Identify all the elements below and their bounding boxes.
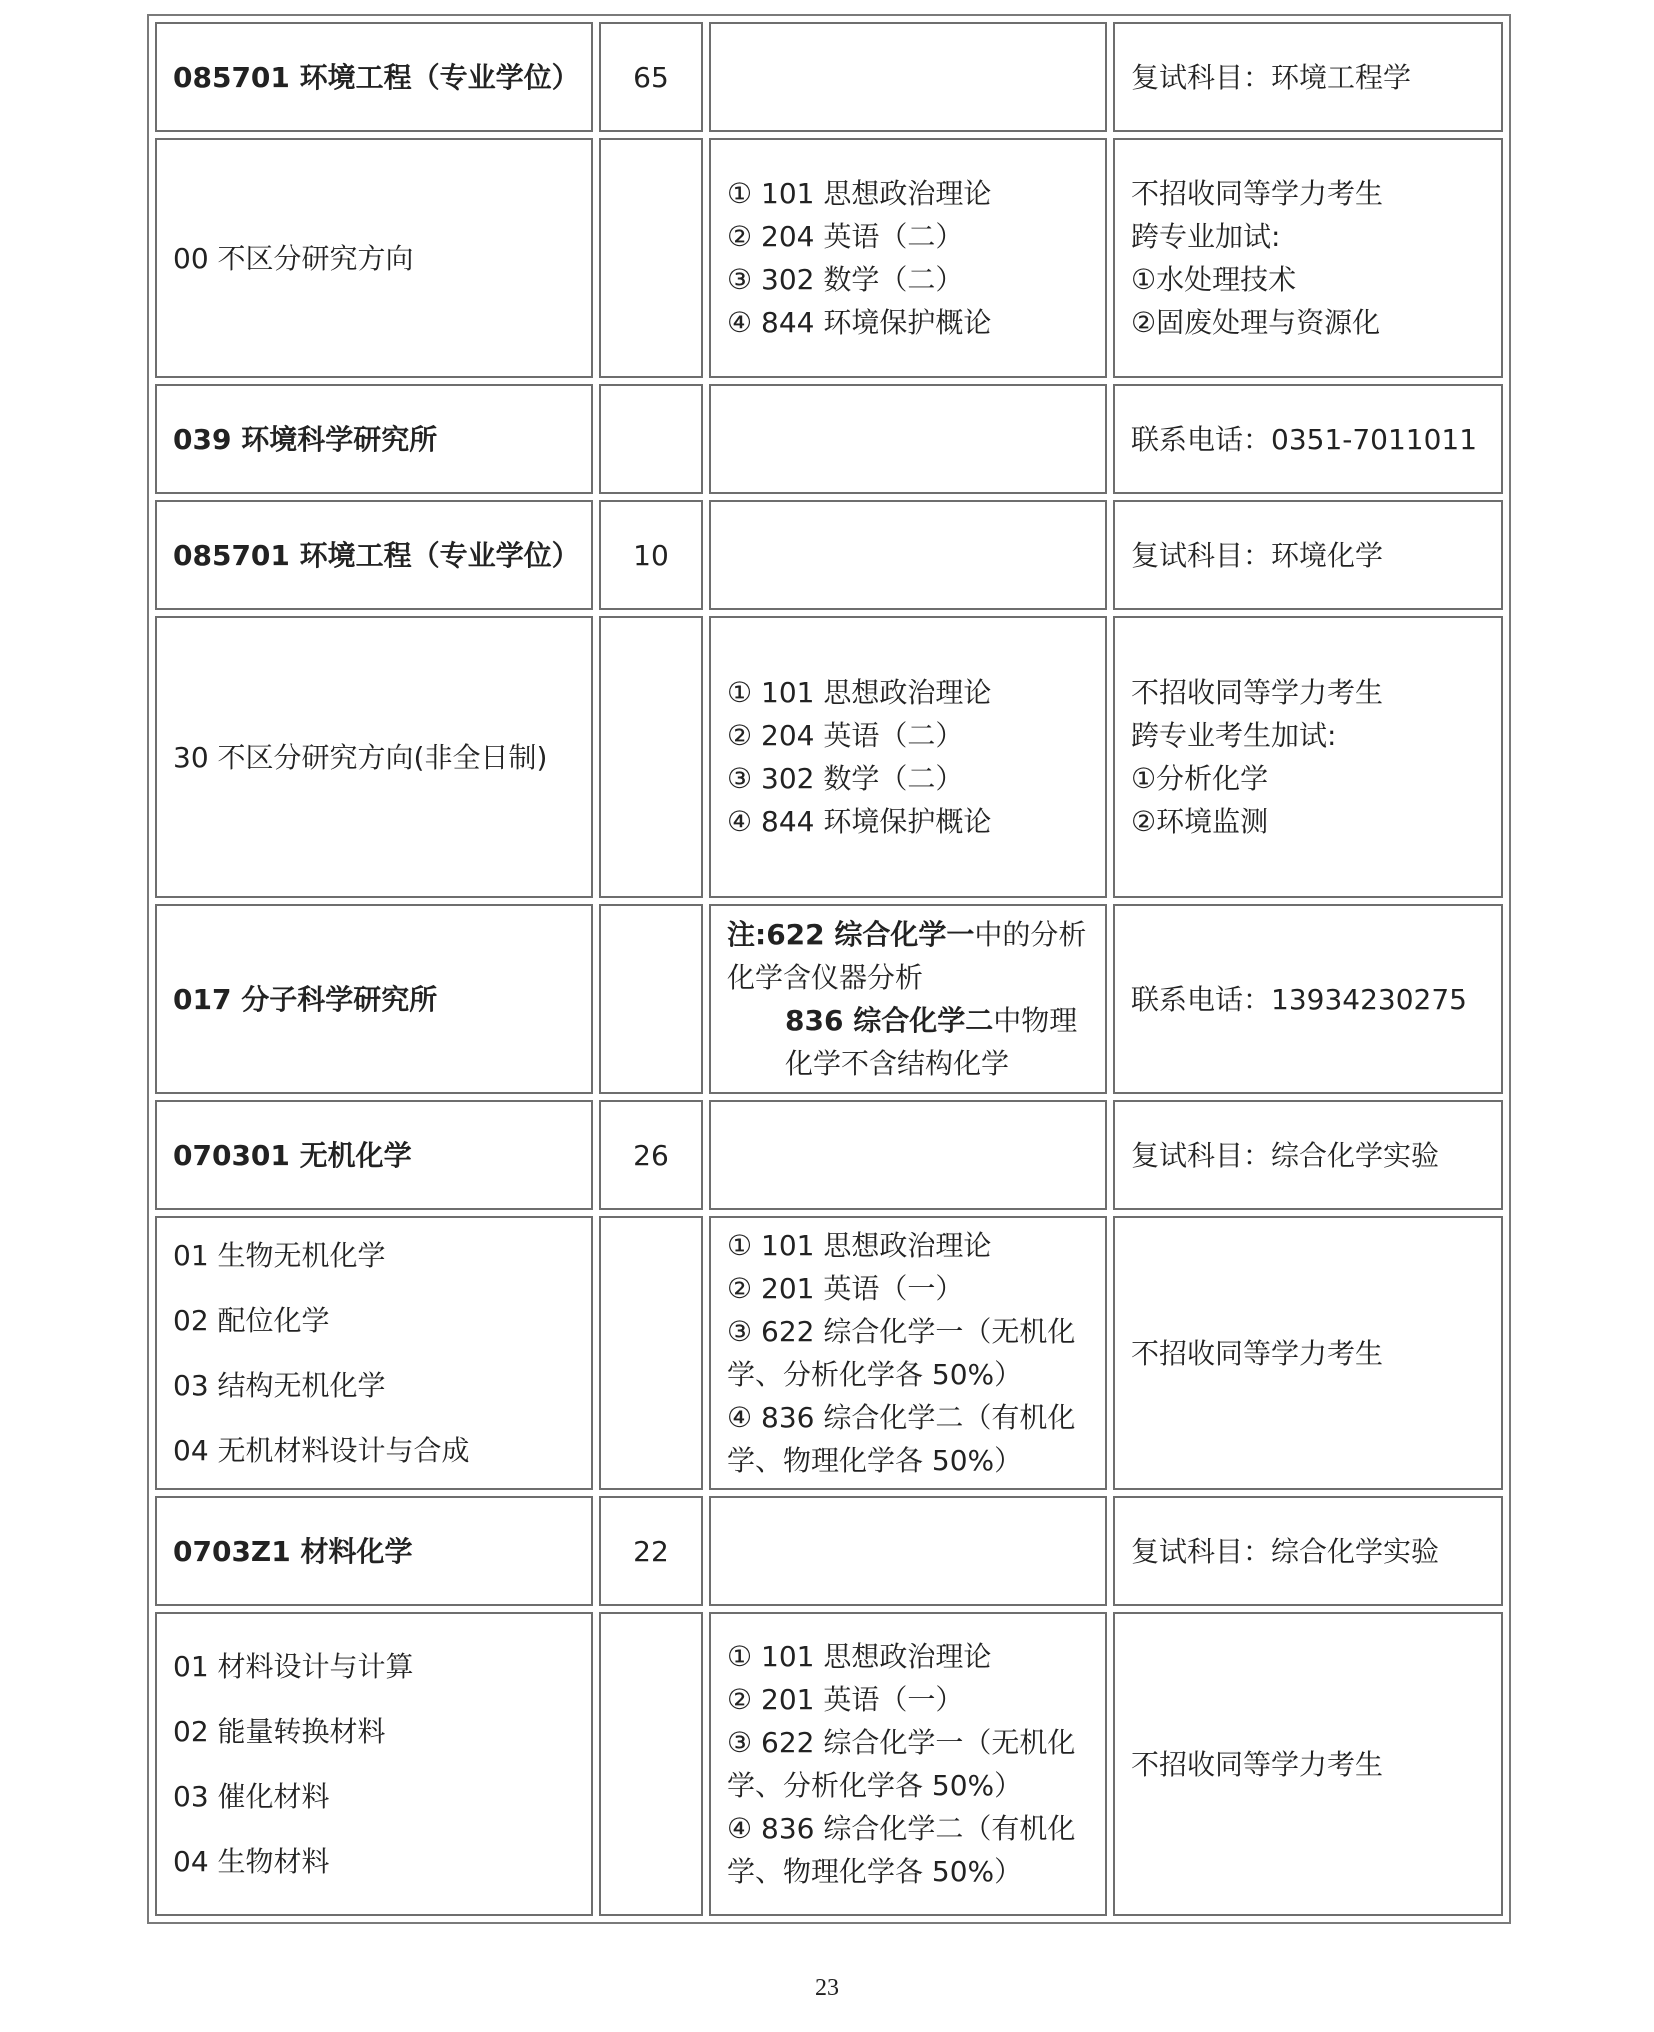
exam-subjects-cell (709, 616, 1107, 898)
exam-subjects-cell (709, 1100, 1107, 1210)
table-row (155, 1612, 1503, 1916)
direction-cell (155, 1612, 593, 1916)
exam-subject: ④ 844 环境保护概论 (727, 805, 992, 838)
exam-subject: ② 204 英语（二） (727, 719, 964, 752)
exam-subjects-cell (709, 1216, 1107, 1490)
major-name: 070301 无机化学 (173, 1138, 412, 1172)
major-name: 0703Z1 材料化学 (173, 1534, 413, 1568)
note-course-code: 622 综合化学一 (766, 918, 975, 951)
direction-cell (155, 138, 593, 378)
contact-phone: 联系电话：0351-7011011 (1131, 422, 1478, 456)
exam-note (727, 999, 1089, 1085)
direction-cell (155, 1216, 593, 1490)
direction-item: 02 配位化学 (173, 1304, 330, 1337)
major-name-cell (155, 1496, 593, 1606)
admission-table (147, 14, 1511, 1924)
major-name-cell (155, 22, 593, 132)
remark-line: 跨专业考生加试: (1131, 719, 1337, 752)
exam-subject: ② 201 英语（一） (727, 1683, 964, 1716)
remark-line: 复试科目：综合化学实验 (1131, 1138, 1440, 1172)
table-row (155, 1496, 1503, 1606)
remark-cell (1113, 1612, 1503, 1916)
remark-line: ①水处理技术 (1131, 263, 1297, 296)
direction-item: 01 材料设计与计算 (173, 1650, 414, 1683)
remark-line: ①分析化学 (1131, 762, 1269, 795)
remark-line: 不招收同等学力考生 (1131, 1336, 1384, 1370)
exam-subject: ① 101 思想政治理论 (727, 1229, 992, 1262)
table-row (155, 616, 1503, 898)
remark-cell (1113, 500, 1503, 610)
exam-subject: ① 101 思想政治理论 (727, 177, 992, 210)
enroll-count: 22 (633, 1534, 669, 1568)
remark-line: ②固废处理与资源化 (1131, 306, 1381, 339)
exam-subject: ③ 302 数学（二） (727, 762, 964, 795)
remark-line: 不招收同等学力考生 (1131, 177, 1384, 210)
note-text: 中的分析化学含仪器分析 (727, 918, 1087, 994)
exam-subject: ④ 836 综合化学二（有机化学、物理化学各 50%） (727, 1401, 1076, 1477)
table-row (155, 1216, 1503, 1490)
exam-subject: ② 201 英语（一） (727, 1272, 964, 1305)
enroll-count: 10 (633, 538, 669, 572)
exam-subjects-cell (709, 500, 1107, 610)
remark-line: 复试科目：环境工程学 (1131, 60, 1412, 94)
enroll-count-cell (599, 1612, 703, 1916)
remark-cell (1113, 138, 1503, 378)
remark-cell (1113, 904, 1503, 1094)
exam-subjects-cell (709, 384, 1107, 494)
exam-subject: ② 204 英语（二） (727, 220, 964, 253)
exam-subject: ④ 844 环境保护概论 (727, 306, 992, 339)
direction-item: 02 能量转换材料 (173, 1715, 386, 1748)
remark-line: 不招收同等学力考生 (1131, 676, 1384, 709)
department-name: 039 环境科学研究所 (173, 422, 438, 456)
remark-cell (1113, 384, 1503, 494)
direction-item: 04 生物材料 (173, 1845, 330, 1878)
major-name: 085701 环境工程（专业学位） (173, 60, 580, 94)
exam-subjects-cell (709, 22, 1107, 132)
enroll-count-cell (599, 1100, 703, 1210)
note-course-code: 836 综合化学二 (785, 1004, 994, 1037)
major-name-cell (155, 500, 593, 610)
remark-cell (1113, 22, 1503, 132)
direction-item: 03 结构无机化学 (173, 1369, 386, 1402)
table-row (155, 904, 1503, 1094)
remark-line: 跨专业加试: (1131, 220, 1281, 253)
enroll-count-cell (599, 1216, 703, 1490)
direction-item: 30 不区分研究方向(非全日制) (173, 740, 548, 774)
exam-subjects-cell (709, 1612, 1107, 1916)
direction-item: 03 催化材料 (173, 1780, 330, 1813)
contact-phone: 联系电话：13934230275 (1131, 982, 1467, 1016)
enroll-count-cell (599, 22, 703, 132)
table-row (155, 500, 1503, 610)
exam-subjects-cell (709, 138, 1107, 378)
enroll-count-cell (599, 500, 703, 610)
exam-subject: ③ 622 综合化学一（无机化学、分析化学各 50%） (727, 1726, 1076, 1802)
major-name-cell (155, 1100, 593, 1210)
enroll-count: 26 (633, 1138, 669, 1172)
exam-note-cell (709, 904, 1107, 1094)
remark-line: 不招收同等学力考生 (1131, 1747, 1384, 1781)
table-row (155, 138, 1503, 378)
remark-cell (1113, 1496, 1503, 1606)
remark-cell (1113, 616, 1503, 898)
direction-item: 04 无机材料设计与合成 (173, 1434, 470, 1467)
enroll-count-cell (599, 1496, 703, 1606)
exam-subject: ① 101 思想政治理论 (727, 676, 992, 709)
note-text: 中物理化学不含结构化学 (785, 1004, 1078, 1080)
enroll-count-cell (599, 616, 703, 898)
direction-item: 01 生物无机化学 (173, 1239, 386, 1272)
exam-subject: ③ 622 综合化学一（无机化学、分析化学各 50%） (727, 1315, 1076, 1391)
remark-line: ②环境监测 (1131, 805, 1269, 838)
direction-item: 00 不区分研究方向 (173, 241, 414, 275)
note-label: 注: (727, 918, 767, 951)
remark-line: 复试科目：环境化学 (1131, 538, 1384, 572)
exam-subject: ③ 302 数学（二） (727, 263, 964, 296)
remark-line: 复试科目：综合化学实验 (1131, 1534, 1440, 1568)
direction-cell (155, 616, 593, 898)
department-name: 017 分子科学研究所 (173, 982, 438, 1016)
exam-subject: ④ 836 综合化学二（有机化学、物理化学各 50%） (727, 1812, 1076, 1888)
table-row (155, 22, 1503, 132)
enroll-count-cell (599, 384, 703, 494)
page-number: 23 (815, 1975, 839, 2001)
enroll-count: 65 (633, 60, 669, 94)
table-row (155, 1100, 1503, 1210)
table-row (155, 384, 1503, 494)
exam-subjects-cell (709, 1496, 1107, 1606)
enroll-count-cell (599, 138, 703, 378)
exam-subject: ① 101 思想政治理论 (727, 1640, 992, 1673)
remark-cell (1113, 1100, 1503, 1210)
enroll-count-cell (599, 904, 703, 1094)
major-name: 085701 环境工程（专业学位） (173, 538, 580, 572)
department-name-cell (155, 384, 593, 494)
remark-cell (1113, 1216, 1503, 1490)
department-name-cell (155, 904, 593, 1094)
exam-note (727, 913, 1089, 999)
